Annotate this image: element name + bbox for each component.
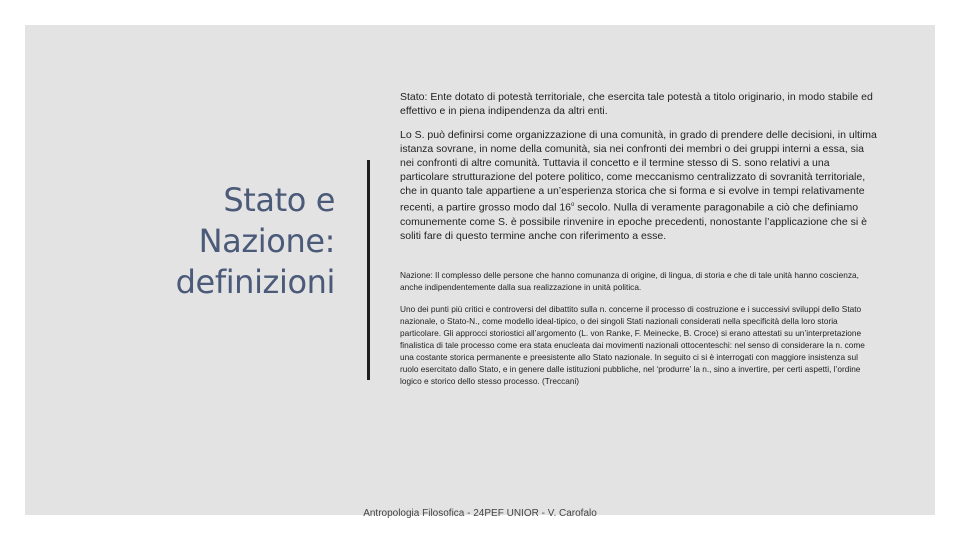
stato-definition — [400, 90, 878, 118]
stato-paragraph-sup: o — [571, 202, 575, 208]
stato-label: Stato: — [400, 91, 428, 103]
slide-footer: Antropologia Filosofica - 24PEF UNIOR - V. Carofalo — [363, 508, 597, 519]
stato-paragraph — [400, 128, 878, 243]
slide-title: Stato e Nazione: definizioni — [175, 181, 335, 301]
content-column — [400, 90, 878, 387]
vertical-divider — [367, 160, 370, 380]
stato-paragraph-b: secolo. Nulla di veramente paragonabile a ciò che definiamo comunemente come S. è possibile rinvenire in epoche precedenti, nonostante l’applicazione che si è soliti fare di questo termine anche con riferimento a esse. — [400, 201, 867, 242]
nazione-paragraph: Uno dei punti più critici e controversi del dibattito sulla n. concerne il processo di costruzione e i successivi sviluppi dello Stato nazionale, o Stato-N., come modello ideal-tipico, o dei singoli Stati nazionali considerati nella specificità della loro storia particolare. Gli approcci storiostici all’argomento (L. von Ranke, F. Meinecke, B. Croce) si erano attestati su un’interpretazione finalistica di tale processo come era stata enucleata dai movimenti nazionali ottocenteschi: nel senso di considerare la n. come una costante storica permanente e preesistente allo Stato nazionale. In seguito ci si è interrogati con maggiore insistenza sul ruolo esercitato dallo Stato, e in genere dalle istituzioni pubbliche, nel ‘produrre’ la n., sino a invertire, per certi aspetti, l’ordine logico e storico dello stesso processo. (Treccani) — [400, 303, 865, 386]
stato-definition-text: Ente dotato di potestà territoriale, che esercita tale potestà a titolo originario, in modo stabile ed effettivo e in piena indipendenza da altri enti. — [400, 91, 873, 117]
stato-paragraph-a: Lo S. può definirsi come organizzazione di una comunità, in grado di prendere delle decisioni, in ultima istanza sovrane, in nome della comunità, sia nei confronti dei membri o dei gruppi interni a essa, sia nei confronti di altre comunità. Tuttavia il concetto e il termine stesso di S. sono relativi a una particolare strutturazione del potere politico, come meccanismo centralizzato di sovranità territoriale, che in quanto tale appartiene a un’esperienza storica che si forma e si evolve in tempi relativamente recenti, a partire grosso modo dal 16 — [400, 129, 877, 214]
nazione-definition: Nazione: Il complesso delle persone che hanno comunanza di origine, di lingua, di storia e che di tale unità hanno coscienza, anche indipendentemente dalla sua realizzazione in unità politica. — [400, 269, 859, 292]
